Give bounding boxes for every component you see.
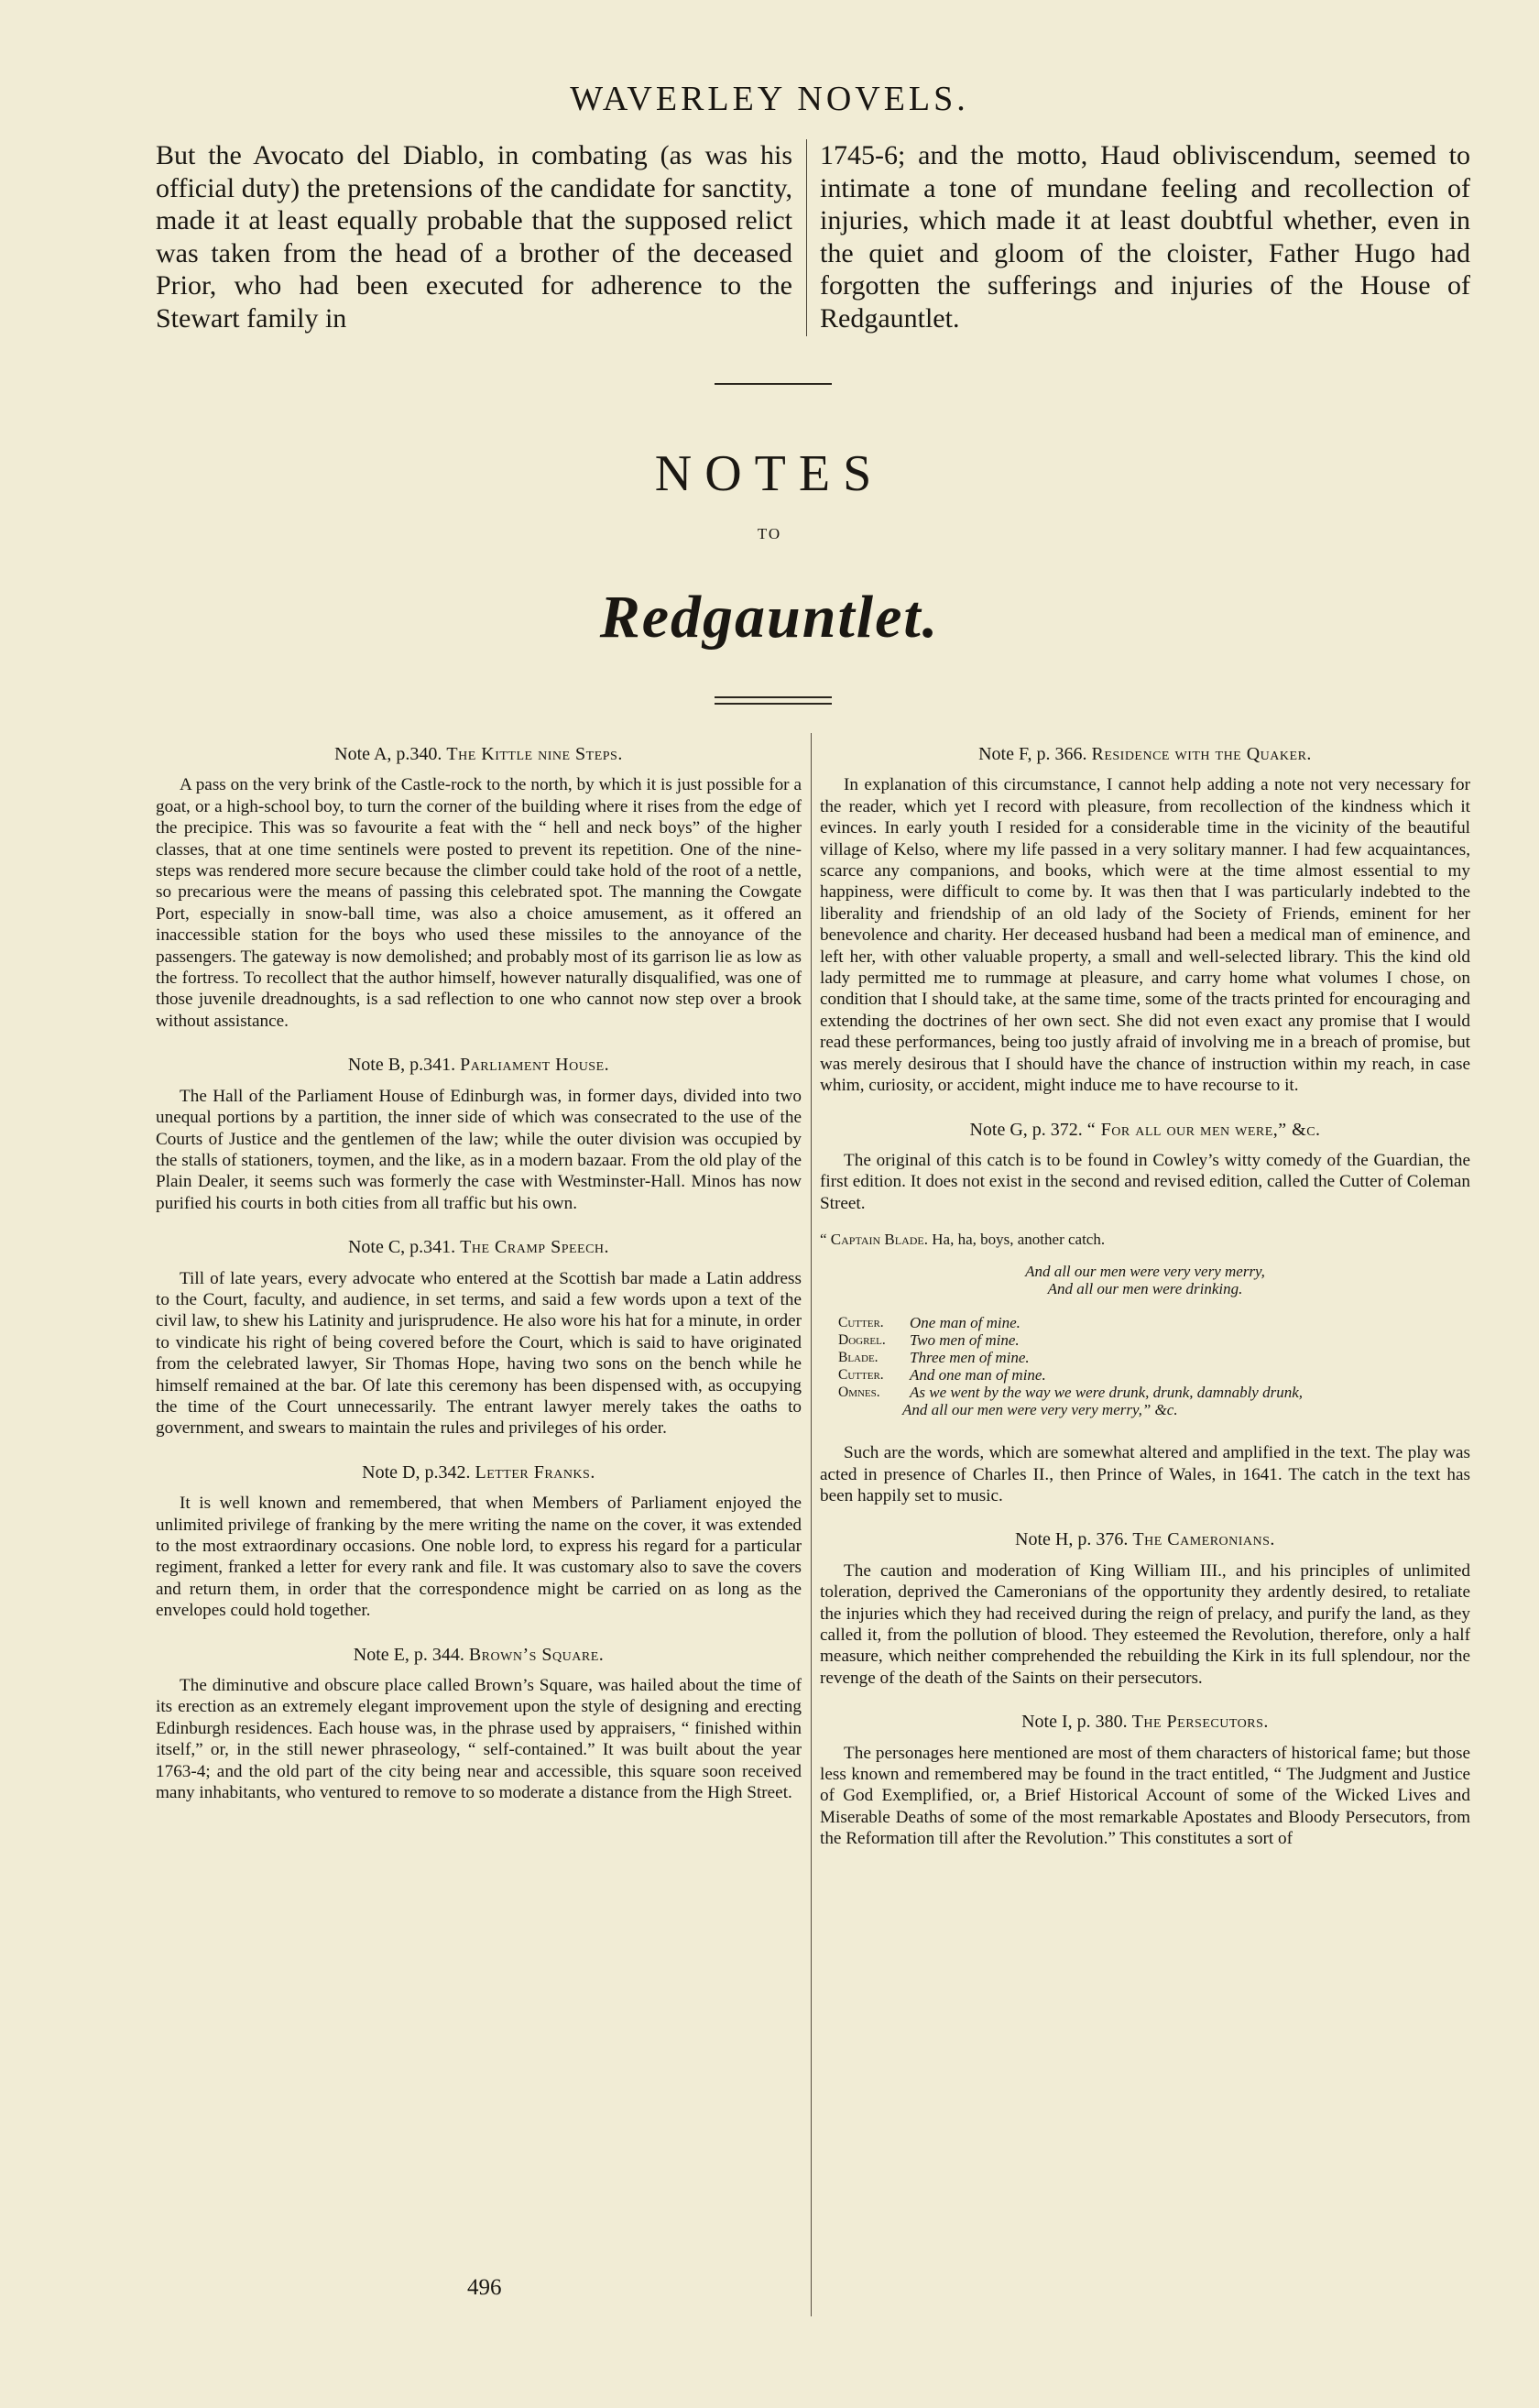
- note-b-heading: Note B, p.341. Parliament House.: [347, 1055, 610, 1076]
- notes-right-column: [820, 744, 1470, 1873]
- verse-intro: “ Captain Blade. Ha, ha, boys, another catch.: [820, 1231, 1106, 1249]
- verse-role-row: Omnes. As we went by the way we were drunk, drunk, damnably drunk,: [838, 1384, 1304, 1402]
- note-g-heading: Note G, p. 372. “ For all our men were,” &c.: [969, 1119, 1321, 1140]
- verse-role-row: Cutter. One man of mine.: [838, 1314, 1021, 1332]
- column-divider-top: [806, 139, 807, 336]
- verse-role-row: Blade. Three men of mine.: [838, 1349, 1030, 1367]
- note-f-body: In explanation of this circumstance, I cannot help adding a note not very necessary for the reader, which yet I record with pleasure, from recollection of the kindness which it evinces. In early youth I resided for a considerable time in the vicinity of the beautiful village of Kelso, where my life passed in a very solitary manner. I had few acquaintances, scarce any companions, and books, which were at the time almost essential to my happiness, were difficult to come by. It was then that I was particularly indebted to the liberality and friendship of an old lady of the Society of Friends, eminent for her benevolence and charity. Her deceased husband had been a medical man of eminence, and left her, with other valuable property, a small and well-selected library. This the kind old lady permitted me to rummage at pleasure, and carry home what volumes I chose, on condition that I should take, at the same time, some of the tracts printed for encouraging and extending the doctrines of her own sect. She did not even exact any promise that I would read these performances, being too justly afraid of involving me in a breach of promise, but was merely desirous that I should have the chance of instruction within my reach, in case whim, curiosity, or accident, might induce me to have recourse to it.: [820, 775, 1470, 1096]
- note-h-heading: Note H, p. 376. The Cameronians.: [1015, 1529, 1275, 1550]
- verse-last-line: And all our men were very very merry,” &c.: [902, 1401, 1178, 1419]
- note-a-heading: Note A, p.340. The Kittle nine Steps.: [334, 744, 623, 764]
- note-d-body: It is well known and remembered, that when Members of Parliament enjoyed the unlimited privilege of franking by the mere writing the name on the cover, it was extended to the most extraordinary occasions. One noble lord, to express his regard for a particular regiment, franked a letter for every rank and file. It was customary also to save the covers and return them, in order that the correspondence might be carried on as long as the envelopes could hold together.: [156, 1494, 802, 1621]
- section-rule-double-1: [715, 696, 832, 698]
- note-c-body: Till of late years, every advocate who entered at the Scottish bar made a Latin address to the Court, faculty, and audience, in set terms, and said a few words upon a text of the civil law, to shew his Latinity and jurisprudence. He also wore his hat for a minute, in order to vindicate his right of being covered before the Court, which is said to have originated from the celebrated lawyer, Sir Thomas Hope, having two sons on the bench while he himself remained at the bar. Of late this ceremony has been dispensed with, as occupying the time of the Court unnecessarily. The entrant lawyer merely takes the oaths to government, and swears to maintain the rules and privileges of his order.: [156, 1268, 802, 1439]
- note-e-body: The diminutive and obscure place called Brown’s Square, was hailed about the time of its erection as an extremely elegant improvement upon the style of designing and erecting Edinburgh residences. Each house was, in the phrase used by appraisers, “ finished within itself,” or, in the still newer phraseology, “ self-contained.” It was built about the year 1763-4; and the old part of the city being near and accessible, this square soon received many inhabitants, who ventured to remove to so moderate a distance from the High Street.: [156, 1676, 802, 1803]
- running-title: WAVERLEY NOVELS.: [570, 80, 969, 118]
- verse-role-row: Dogrel. Two men of mine.: [838, 1331, 1020, 1350]
- note-a-body: A pass on the very brink of the Castle-rock to the north, by which it is just possible for a goat, or a high-school boy, to turn the corner of the building where it rises from the edge of the precipice. This was so favourite a feat with the “ hell and neck boys” of the higher classes, that at one time sentinels were posted to prevent its repetition. One of the nine-steps was rendered more secure because the climber could take hold of the root of a nettle, so precarious were the means of passing this celebrated spot. The manning the Cowgate Port, especially in snow-ball time, was also a choice amusement, as it offered an inaccessible station for the boys who used these missiles to the annoyance of the passengers. The gateway is now demolished; and probably most of its garrison lie as low as the fortress. To recollect that the author himself, however naturally disqualified, was one of those juvenile dreadnoughts, is a sad reflection to one who cannot now step over a brook without assistance.: [156, 775, 802, 1031]
- continuation-right-paragraph: 1745-6; and the motto, Haud obliviscendum, seemed to intimate a tone of mundane feeling and recollection of injuries, which made it at least doubtful whether, even in the quiet and gloom of the cloister, Father Hugo had forgotten the sufferings and injuries of the House of Redgauntlet.: [820, 140, 1470, 334]
- verse-line: And all our men were very very merry,: [1025, 1263, 1265, 1281]
- section-book-title: Redgauntlet.: [599, 584, 940, 651]
- verse-roles: [838, 1314, 1470, 1418]
- note-c-heading: Note C, p.341. The Cramp Speech.: [347, 1237, 610, 1258]
- page-number: 496: [467, 2275, 502, 2300]
- note-i-body: The personages here mentioned are most of them characters of historical fame; but those less known and remembered may be found in the tract entitled, “ The Judgment and Justice of God Exemplified, or, a Brief Historical Account of some of the Wicked Lives and Miserable Deaths of some of the most remarkable Apostates and Bloody Persecutors, from the Reformation till after the Revolution.” This constitutes a sort of: [820, 1743, 1470, 1849]
- note-i-heading: Note I, p. 380. The Persecutors.: [1021, 1712, 1269, 1733]
- section-title: NOTES: [654, 445, 885, 502]
- catch-verse: [820, 1231, 1470, 1418]
- note-d-heading: Note D, p.342. Letter Franks.: [362, 1461, 595, 1483]
- column-divider: [811, 733, 812, 2316]
- section-rule-double-2: [715, 703, 832, 705]
- section-to: TO: [757, 525, 782, 542]
- note-f-heading: Note F, p. 366. Residence with the Quaker.: [978, 744, 1312, 764]
- verse-role-row: Cutter. And one man of mine.: [838, 1366, 1046, 1385]
- note-g-after: Such are the words, which are somewhat altered and amplified in the text. The play was acted in presence of Charles II., then Prince of Wales, in 1641. The catch in the text has been happily set to music.: [820, 1443, 1470, 1505]
- note-e-heading: Note E, p. 344. Brown’s Square.: [353, 1644, 605, 1665]
- note-h-body: The caution and moderation of King William III., and his principles of unlimited toleration, deprived the Cameronians of the opportunity they ardently desired, to retaliate the injuries which they had received during the reign of prelacy, and purify the land, as they called it, from the pollution of blood. They esteemed the Revolution, therefore, only a half measure, which neither comprehended the rebuilding the Kirk in its full splendour, nor the revenge of the death of the Saints on their persecutors.: [820, 1560, 1470, 1688]
- continuation-left-paragraph: But the Avocato del Diablo, in combating (as was his official duty) the pretensions of the candidate for sanctity, made it at least equally probable that the supposed relict was taken from the head of a brother of the deceased Prior, who had been executed for adherence to the Stewart family in: [156, 140, 792, 334]
- note-b-body: The Hall of the Parliament House of Edinburgh was, in former days, divided into two unequal portions by a partition, the inner side of which was consecrated to the use of the Courts of Justice and the gentlemen of the law; while the outer division was occupied by the stalls of stationers, toymen, and the like, as in a modern bazaar. From the old play of the Plain Dealer, it seems such was formerly the case with Westminster-Hall. Minos has now purified his courts in both cities from all traffic but his own.: [156, 1086, 802, 1213]
- verse-line: And all our men were drinking.: [1047, 1280, 1243, 1298]
- notes-left-column: [156, 744, 802, 1826]
- section-rule-top: [715, 383, 832, 385]
- note-g-body: The original of this catch is to be found in Cowley’s witty comedy of the Guardian, the first edition. It does not exist in the second and revised edition, called the Cutter of Coleman Street.: [820, 1150, 1470, 1213]
